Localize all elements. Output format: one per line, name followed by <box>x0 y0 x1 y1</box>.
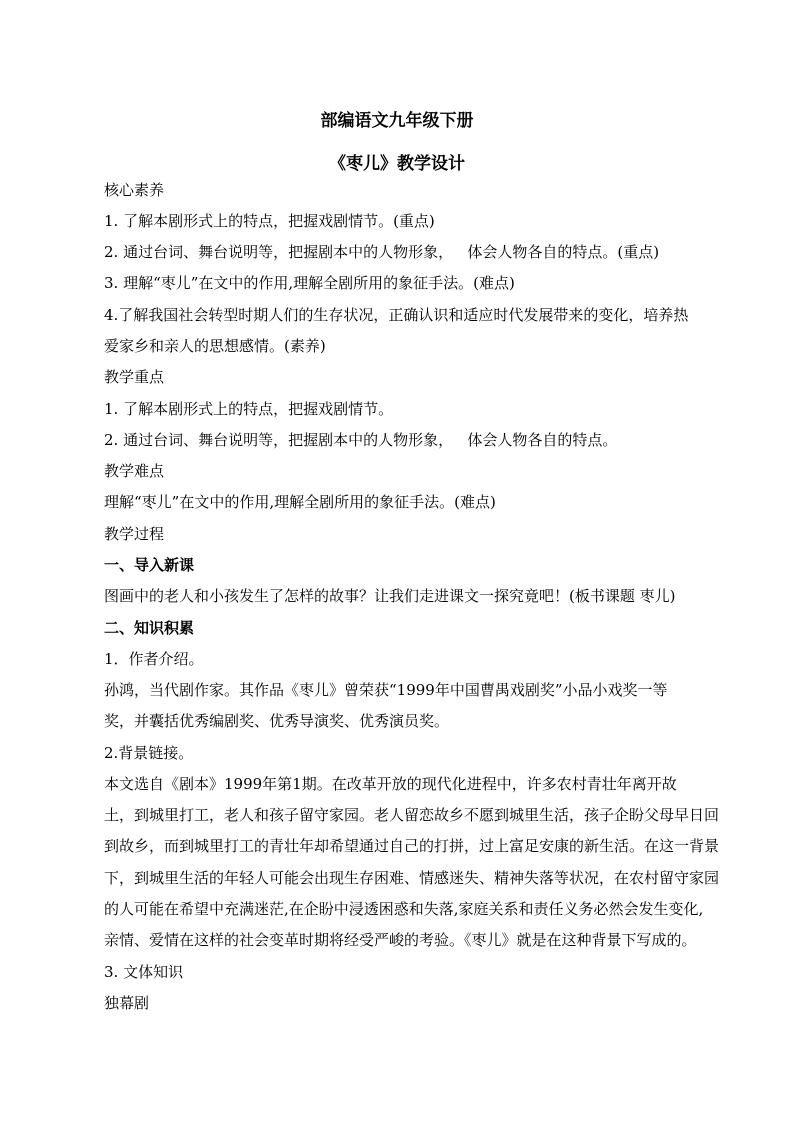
core-item-4-cont: 爱家乡和亲人的思想感情。(素养) <box>104 337 326 355</box>
section-heading-core: 核心素养 <box>104 181 165 199</box>
background-text-2: 土，到城里打工，老人和孩子留守家园。老人留恋故乡不愿到城里生活，孩子企盼父母早日回 <box>104 806 720 824</box>
author-heading: 1．作者介绍。 <box>104 650 204 668</box>
document-subtitle: 《枣儿》教学设计 <box>329 154 465 174</box>
section-heading-difficult: 教学难点 <box>104 462 165 480</box>
section-heading-process: 教学过程 <box>104 525 165 543</box>
section-heading-key: 教学重点 <box>104 368 165 386</box>
key-item-2: 2. 通过台词、舞台说明等，把握剧本中的人物形象， 体会人物各自的特点。 <box>104 431 618 449</box>
core-item-4: 4.了解我国社会转型时期人们的生存状况，正确认识和适应时代发展带来的变化，培养热 <box>104 306 689 324</box>
document-title: 部编语文九年级下册 <box>320 111 474 131</box>
author-text-1: 孙鸿，当代剧作家。其作品《枣儿》曾荣获“1999年中国曹禺戏剧奖”小品小戏奖一等 <box>104 681 668 699</box>
background-text-1: 本文选自《剧本》1999年第1期。在改革开放的现代化进程中，许多农村青壮年离开故 <box>104 775 677 793</box>
part1-heading: 一、导入新课 <box>104 556 195 574</box>
author-text-2: 奖，并囊括优秀编剧奖、优秀导演奖、优秀演员奖。 <box>104 712 450 730</box>
background-text-6: 亲情、爱情在这样的社会变革时期将经受严峻的考验。《枣儿》就是在这种背景下写成的。 <box>104 931 697 949</box>
background-text-5: 的人可能在希望中充满迷茫,在企盼中浸透困惑和失落,家庭关系和责任义务必然会发生变化, <box>104 900 704 918</box>
difficult-item: 理解“枣儿”在文中的作用,理解全剧所用的象征手法。(难点) <box>104 493 496 511</box>
key-item-1: 1. 了解本剧形式上的特点，把握戏剧情节。 <box>104 400 394 418</box>
core-item-3: 3. 理解“枣儿”在文中的作用,理解全剧所用的象征手法。(难点) <box>104 274 515 292</box>
background-text-4: 下，到城里生活的年轻人可能会出现生存困难、情感迷失、精神失落等状况，在农村留守家园 <box>104 869 720 887</box>
core-item-2: 2. 通过台词、舞台说明等，把握剧本中的人物形象， 体会人物各自的特点。(重点) <box>104 243 660 261</box>
genre-text: 独幕剧 <box>104 994 150 1012</box>
core-item-1: 1. 了解本剧形式上的特点，把握戏剧情节。(重点) <box>104 212 435 230</box>
background-text-3: 到故乡，而到城里打工的青壮年却希望通过自己的打拼，过上富足安康的新生活。在这一背景 <box>104 837 720 855</box>
background-heading: 2.背景链接。 <box>104 744 194 762</box>
genre-heading: 3. 文体知识 <box>104 963 184 981</box>
part2-heading: 二、知识积累 <box>104 619 195 637</box>
part1-text: 图画中的老人和小孩发生了怎样的故事？让我们走进课文一探究竟吧！(板书课题 枣儿) <box>104 587 676 605</box>
